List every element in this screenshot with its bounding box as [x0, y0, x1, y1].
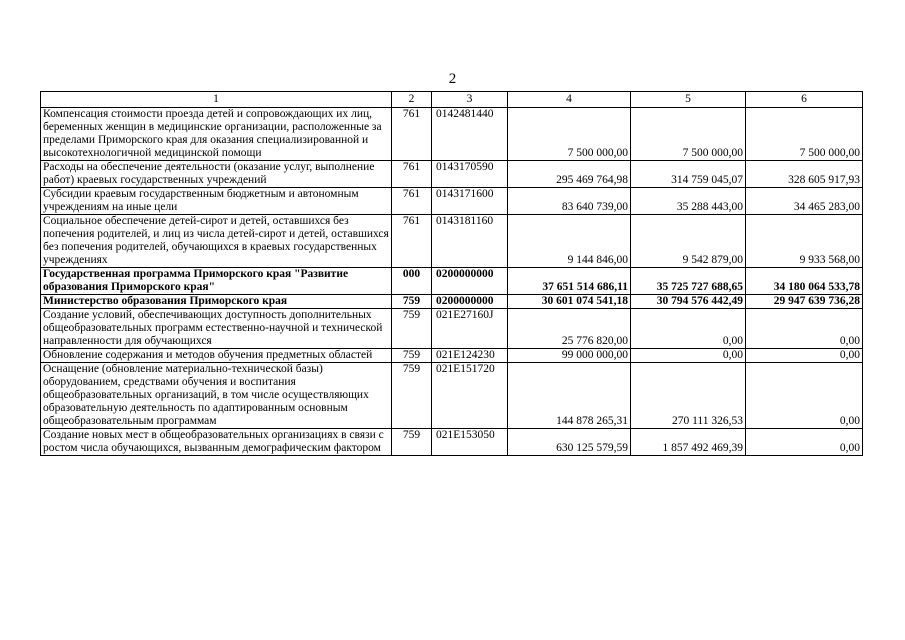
- row-value-2024-cell: 144 878 265,31: [508, 363, 631, 429]
- row-value-2025-cell: 314 759 045,07: [631, 161, 746, 188]
- row-value-2026-cell: 34 465 283,00: [746, 188, 863, 215]
- row-value-2026-cell: 0,00: [746, 363, 863, 429]
- row-value-2025-cell: 30 794 576 442,49: [631, 295, 746, 309]
- row-kcsr-cell: 021E27160J: [432, 309, 508, 349]
- row-value-2025-cell: 35 725 727 688,65: [631, 268, 746, 295]
- row-code-cell: 759: [392, 363, 432, 429]
- header-cell: 6: [746, 92, 863, 108]
- row-value-2024-cell: 9 144 846,00: [508, 215, 631, 268]
- table-row: [41, 188, 863, 215]
- row-kcsr-cell: 0200000000: [432, 268, 508, 295]
- row-code-cell: 761: [392, 108, 432, 161]
- table-row: [41, 215, 863, 268]
- row-name-cell: Министерство образования Приморского края: [41, 295, 392, 309]
- table-row: [41, 309, 863, 349]
- header-cell: 2: [392, 92, 432, 108]
- row-value-2026-cell: 34 180 064 533,78: [746, 268, 863, 295]
- row-value-2026-cell: 9 933 568,00: [746, 215, 863, 268]
- row-name-cell: Создание условий, обеспечивающих доступность дополнительных общеобразовательных программ естественно-научной и технической направленности для обучающихся: [41, 309, 392, 349]
- row-name-cell: Государственная программа Приморского края "Развитие образования Приморского края": [41, 268, 392, 295]
- row-value-2026-cell: 328 605 917,93: [746, 161, 863, 188]
- header-row: [41, 92, 863, 108]
- header-cell: 1: [41, 92, 392, 108]
- row-kcsr-cell: 0200000000: [432, 295, 508, 309]
- row-value-2025-cell: 35 288 443,00: [631, 188, 746, 215]
- table-row: [41, 108, 863, 161]
- table-row: [41, 161, 863, 188]
- row-value-2026-cell: 0,00: [746, 429, 863, 456]
- row-value-2024-cell: 37 651 514 686,11: [508, 268, 631, 295]
- row-value-2025-cell: 1 857 492 469,39: [631, 429, 746, 456]
- row-name-cell: Субсидии краевым государственным бюджетным и автономным учреждениям на иные цели: [41, 188, 392, 215]
- row-value-2026-cell: 7 500 000,00: [746, 108, 863, 161]
- row-kcsr-cell: 021E153050: [432, 429, 508, 456]
- row-value-2024-cell: 295 469 764,98: [508, 161, 631, 188]
- row-code-cell: 000: [392, 268, 432, 295]
- row-kcsr-cell: 0143181160: [432, 215, 508, 268]
- row-value-2026-cell: 29 947 639 736,28: [746, 295, 863, 309]
- row-value-2025-cell: 0,00: [631, 309, 746, 349]
- header-cell: 5: [631, 92, 746, 108]
- row-name-cell: Оснащение (обновление материально-технической базы) оборудованием, средствами обучения и воспитания общеобразовательных организаций, в том числе осуществляющих образовательную деятельность по адаптированным основным общеобразовательным программам: [41, 363, 392, 429]
- row-value-2024-cell: 7 500 000,00: [508, 108, 631, 161]
- row-value-2024-cell: 630 125 579,59: [508, 429, 631, 456]
- row-name-cell: Компенсация стоимости проезда детей и сопровождающих их лиц, беременных женщин в медицинские организации, расположенные за пределами Приморского края для оказания специализированной и высокотехнологичной медицинской помощи: [41, 108, 392, 161]
- row-value-2025-cell: 9 542 879,00: [631, 215, 746, 268]
- row-name-cell: Создание новых мест в общеобразовательных организациях в связи с ростом числа обучающихся, вызванным демографическим фактором: [41, 429, 392, 456]
- row-code-cell: 761: [392, 215, 432, 268]
- row-code-cell: 759: [392, 429, 432, 456]
- header-cell: 3: [432, 92, 508, 108]
- row-code-cell: 759: [392, 295, 432, 309]
- table-row: [41, 429, 863, 456]
- row-value-2024-cell: 83 640 739,00: [508, 188, 631, 215]
- row-code-cell: 759: [392, 349, 432, 363]
- row-code-cell: 761: [392, 161, 432, 188]
- budget-table: [40, 91, 863, 456]
- row-kcsr-cell: 0143171600: [432, 188, 508, 215]
- header-cell: 4: [508, 92, 631, 108]
- row-kcsr-cell: 021E124230: [432, 349, 508, 363]
- row-value-2024-cell: 30 601 074 541,18: [508, 295, 631, 309]
- table-row: [41, 268, 863, 295]
- row-kcsr-cell: 021E151720: [432, 363, 508, 429]
- page-number: 2: [448, 71, 457, 87]
- row-value-2025-cell: 7 500 000,00: [631, 108, 746, 161]
- row-value-2026-cell: 0,00: [746, 309, 863, 349]
- row-value-2025-cell: 270 111 326,53: [631, 363, 746, 429]
- row-value-2026-cell: 0,00: [746, 349, 863, 363]
- row-kcsr-cell: 0142481440: [432, 108, 508, 161]
- row-name-cell: Социальное обеспечение детей-сирот и детей, оставшихся без попечения родителей, и лиц из числа детей-сирот и детей, оставшихся без попечения родителей, обучающихся в краевых государственных учреждениях: [41, 215, 392, 268]
- table-row: [41, 295, 863, 309]
- row-value-2024-cell: 99 000 000,00: [508, 349, 631, 363]
- row-value-2025-cell: 0,00: [631, 349, 746, 363]
- row-name-cell: Расходы на обеспечение деятельности (оказание услуг, выполнение работ) краевых государственных учреждений: [41, 161, 392, 188]
- row-kcsr-cell: 0143170590: [432, 161, 508, 188]
- row-value-2024-cell: 25 776 820,00: [508, 309, 631, 349]
- table-row: [41, 363, 863, 429]
- row-code-cell: 759: [392, 309, 432, 349]
- row-code-cell: 761: [392, 188, 432, 215]
- table-row: [41, 349, 863, 363]
- row-name-cell: Обновление содержания и методов обучения предметных областей: [41, 349, 392, 363]
